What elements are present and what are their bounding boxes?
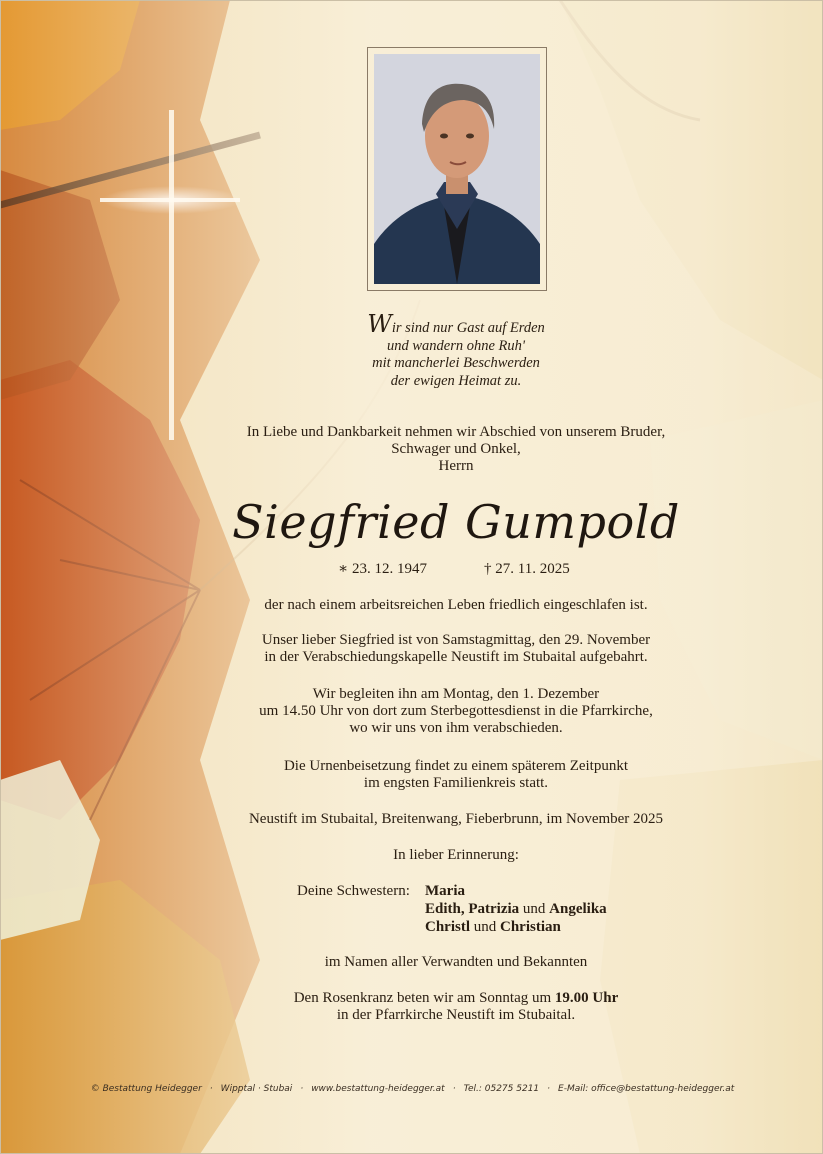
rosary-time: 19.00 Uhr — [554, 990, 619, 1006]
paragraph-line: in der Verabschiedungskapelle Neustift im Stubaital aufgebahrt. — [264, 649, 648, 665]
sister-name: Christl — [425, 919, 470, 935]
paragraph-passing: der nach einem arbeitsreichen Leben friedlich eingeschlafen ist. — [264, 597, 648, 613]
name-separator: , — [460, 901, 469, 917]
death-date: † 27. 11. 2025 — [484, 561, 570, 577]
poem-line-3: mit mancherlei Beschwerden — [372, 355, 540, 371]
intro-line-2: Schwager und Onkel, — [391, 441, 521, 457]
place-and-date: Neustift im Stubaital, Breitenwang, Fieberbrunn, im November 2025 — [248, 811, 664, 827]
footer-separator: · — [452, 1084, 456, 1094]
paragraph-laid-out — [200, 632, 712, 666]
rosary-text: Den Rosenkranz beten wir am Sonntag um — [293, 990, 555, 1006]
in-memory-heading: In lieber Erinnerung: — [393, 847, 519, 863]
poem-initial: W — [367, 310, 392, 338]
relative-name: Christian — [500, 919, 561, 935]
rosary-location: in der Pfarrkirche Neustift im Stubaital. — [336, 1007, 576, 1023]
deceased-name: Siegfried Gumpold — [232, 495, 680, 549]
footer-separator: · — [209, 1084, 213, 1094]
footer-separator: · — [300, 1084, 304, 1094]
intro-line-1: In Liebe und Dankbarkeit nehmen wir Abschied von unserem Bruder, — [246, 424, 666, 440]
sister-name: Maria — [425, 883, 465, 899]
sister-name: Angelika — [549, 901, 607, 917]
sister-name: Edith — [425, 901, 461, 917]
poem-line-4: der ewigen Heimat zu. — [390, 372, 522, 389]
intro-text — [200, 424, 712, 475]
sisters-list — [425, 882, 607, 936]
relatives-line: im Namen aller Verwandten und Bekannten — [324, 954, 588, 970]
birth-date: ∗ 23. 12. 1947 — [338, 561, 427, 577]
footer-company: © Bestattung Heidegger — [90, 1084, 202, 1094]
footer-website-link[interactable]: www.bestattung-heidegger.at — [311, 1084, 445, 1094]
intro-line-3: Herrn — [438, 458, 474, 474]
paragraph-line: Wir begleiten ihn am Montag, den 1. Dezember — [312, 686, 600, 702]
paragraph-line: im engsten Familienkreis statt. — [363, 775, 549, 791]
paragraph-funeral — [200, 686, 712, 737]
sisters-label: Deine Schwestern: — [297, 883, 410, 899]
paragraph-line: wo wir uns von ihm verabschieden. — [349, 720, 563, 736]
paragraph-line: Unser lieber Siegfried ist von Samstagmittag, den 29. November — [261, 632, 651, 648]
footer — [40, 1084, 785, 1094]
footer-separator: · — [547, 1084, 551, 1094]
paragraph-urn-burial — [200, 758, 712, 792]
footer-email-link[interactable]: E-Mail: office@bestattung-heidegger.at — [558, 1084, 735, 1094]
poem-line-1: ir sind nur Gast auf Erden — [391, 320, 545, 336]
sister-name: Patrizia — [468, 901, 520, 917]
rosary-info — [200, 990, 712, 1024]
conjunction: und — [519, 901, 550, 917]
paragraph-line: um 14.50 Uhr von dort zum Sterbegottesdienst in die Pfarrkirche, — [259, 703, 653, 719]
conjunction: und — [470, 919, 500, 935]
footer-region: Wipptal · Stubai — [220, 1084, 293, 1094]
poem-line-2: und wandern ohne Ruh' — [386, 337, 526, 354]
paragraph-line: Die Urnenbeisetzung findet zu einem späterem Zeitpunkt — [283, 758, 629, 774]
poem — [200, 310, 712, 390]
footer-phone: Tel.: 05275 5211 — [463, 1084, 540, 1094]
portrait-photo — [374, 54, 540, 284]
